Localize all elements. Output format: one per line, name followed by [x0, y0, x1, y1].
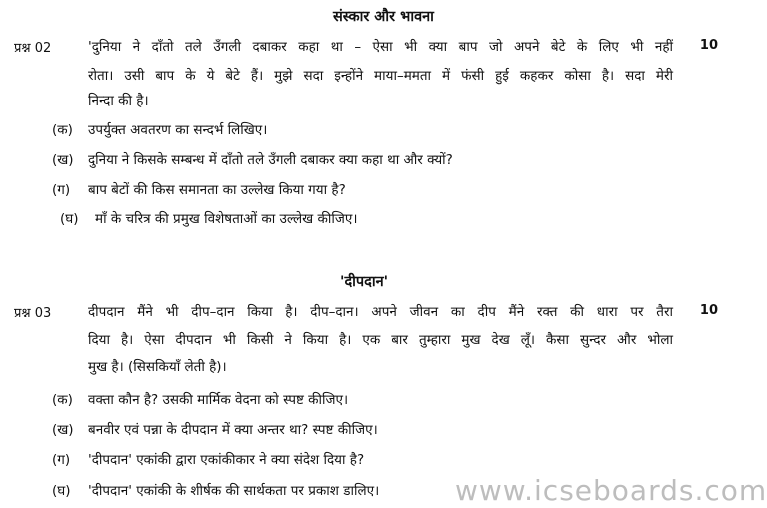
question-label-02: प्रश्न 02: [14, 41, 52, 56]
option-label: (क): [52, 122, 73, 138]
option-text: वक्ता कौन है? उसकी मार्मिक वेदना को स्पष्ट कीजिए।: [88, 392, 349, 408]
passage-line: दीपदान मैंने भी दीप–दान किया है। दीप–दान। अपने जीवन का दीप मैंने रक्त की धारा पर तैरा: [88, 304, 673, 320]
question-marks-03: 10: [699, 303, 718, 318]
option-label: (घ): [52, 483, 71, 499]
passage-line: दिया है। ऐसा दीपदान भी किसी ने किया है। एक बार तुम्हारा मुख देख लूँ। कैसा सुन्दर और भोला: [88, 332, 673, 348]
option-label: (ख): [52, 152, 74, 168]
question-label-03: प्रश्न 03: [14, 306, 52, 321]
passage-line: मुख है। (सिसकियाँ लेती है)।: [88, 359, 227, 375]
section-title-sanskar-aur-bhavna: संस्कार और भावना: [333, 9, 434, 25]
option-label: (ग): [52, 182, 71, 198]
passage-line: रोता। उसी बाप के ये बेटे हैं। मुझे सदा इन्होंने माया–ममता में फंसी हुई कहकर कोसा है। सदा मेरी: [88, 68, 673, 84]
option-text: उपर्युक्त अवतरण का सन्दर्भ लिखिए।: [88, 122, 268, 138]
option-label: (क): [52, 392, 73, 408]
option-text: माँ के चरित्र की प्रमुख विशेषताओं का उल्लेख कीजिए।: [95, 211, 358, 227]
option-label: (घ): [60, 211, 79, 227]
option-label: (ग): [52, 452, 71, 468]
passage-line: 'दुनिया ने दाँतो तले उँगली दबाकर कहा था – ऐसा भी क्या बाप जो अपने बेटे के लिए भी नहीं: [88, 39, 673, 55]
option-text: 'दीपदान' एकांकी के शीर्षक की सार्थकता पर प्रकाश डालिए।: [88, 483, 380, 499]
option-text: बनवीर एवं पन्ना के दीपदान में क्या अन्तर था? स्पष्ट कीजिए।: [88, 422, 378, 438]
option-text: 'दीपदान' एकांकी द्वारा एकांकीकार ने क्या संदेश दिया है?: [88, 452, 365, 468]
passage-line: निन्दा की है।: [88, 93, 149, 109]
option-text: दुनिया ने किसके सम्बन्ध में दाँतो तले उँगली दबाकर क्या कहा था और क्यों?: [88, 152, 453, 168]
section-title-deepdan: 'दीपदान': [340, 274, 389, 290]
site-watermark: www.icseboards.com: [455, 474, 767, 507]
question-marks-02: 10: [699, 38, 718, 53]
option-label: (ख): [52, 422, 74, 438]
option-text: बाप बेटों की किस समानता का उल्लेख किया गया है?: [88, 182, 346, 198]
